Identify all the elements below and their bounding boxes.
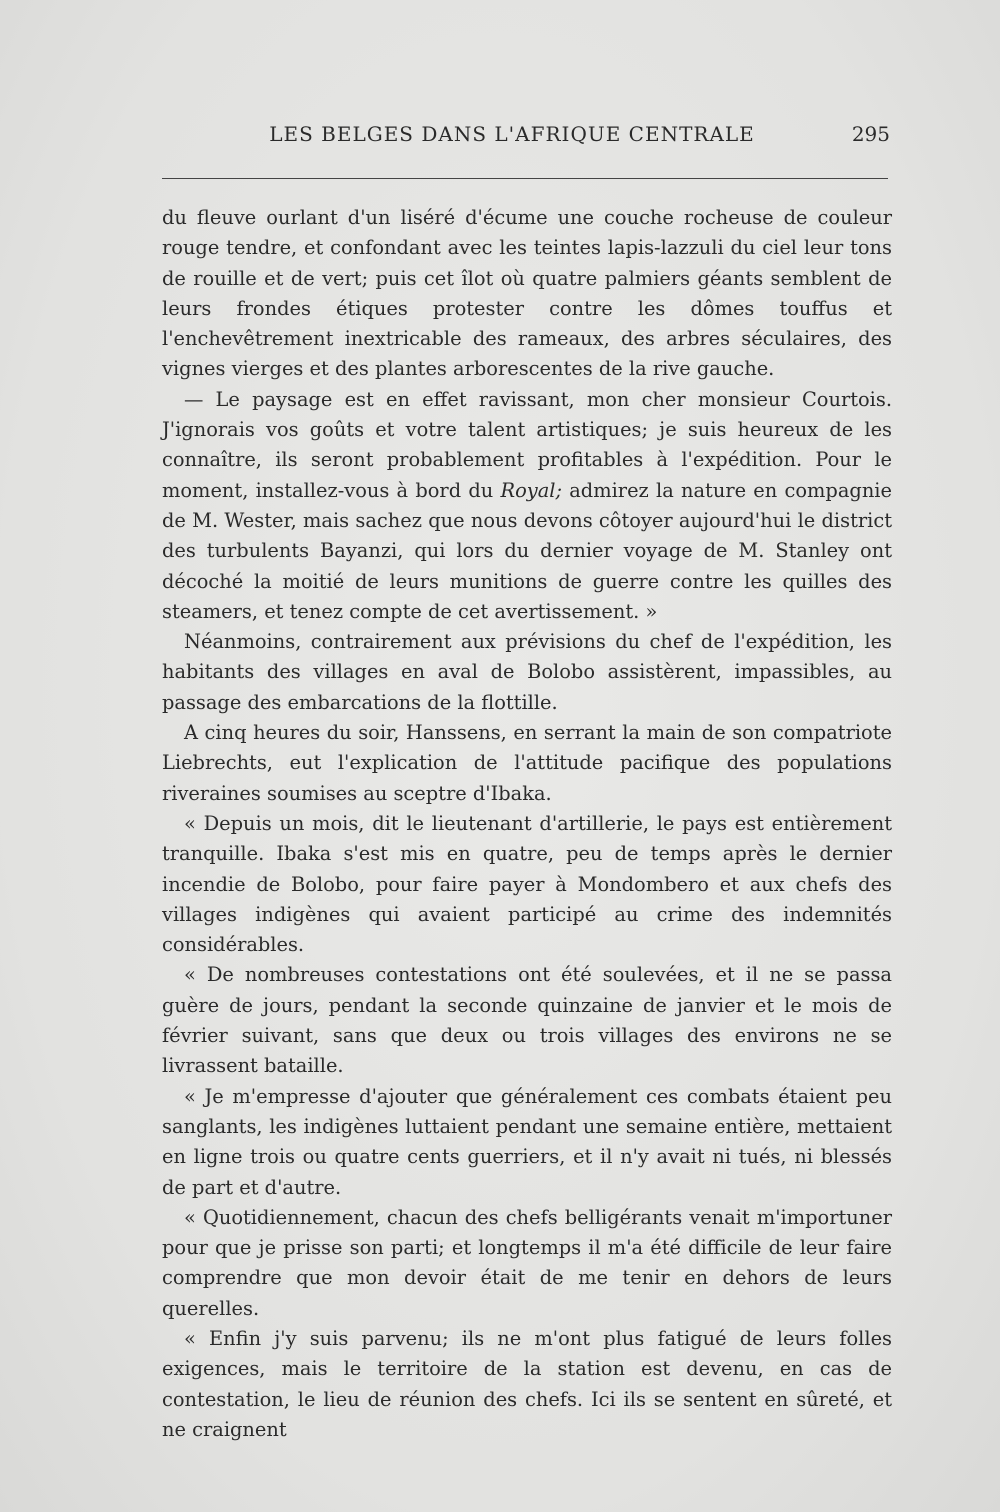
paragraph: « Quotidiennement, chacun des chefs belligérants venait m'importuner pour que je prisse son parti; et longtemps il m'a été difficile de leur faire comprendre que mon devoir était de me tenir en dehors de leurs querelles. xyxy=(162,1205,892,1320)
paragraph: Néanmoins, contrairement aux prévisions du chef de l'expédition, les habitants des villages en aval de Bolobo assistèrent, impassibles, au passage des embarcations de la flottille. xyxy=(162,630,892,714)
page-header xyxy=(162,120,890,156)
paragraph: « De nombreuses contestations ont été soulevées, et il ne se passa guère de jours, pendant la seconde quinzaine de janvier et le mois de février suivant, sans que deux ou trois villages des environs ne se livrassent bataille. xyxy=(162,963,892,1078)
paragraph: « Enfin j'y suis parvenu; ils ne m'ont plus fatigué de leurs folles exigences, mais le territoire de la station est devenu, en cas de contestation, le lieu de réunion des chefs. Ici ils se sentent en sûreté, et ne craignent xyxy=(162,1326,892,1441)
paragraph: « Depuis un mois, dit le lieutenant d'artillerie, le pays est entièrement tranquille. Ibaka s'est mis en quatre, peu de temps après le dernier incendie de Bolobo, pour faire payer à Mondombero et aux chefs des villages indigènes qui avaient participé au crime des indemnités considérables. xyxy=(162,811,892,957)
paragraph-text: — Le paysage est en effet ravissant, mon cher monsieur Courtois. J'ignorais vos goûts et votre talent artistiques; je suis heureux de les connaître, ils seront probablement profitables à l'expédition. Pour le moment, installez-vous à bord du xyxy=(162,387,892,502)
running-head: LES BELGES DANS L'AFRIQUE CENTRALE xyxy=(269,122,755,146)
header-rule xyxy=(162,178,888,179)
body-text xyxy=(162,203,892,1445)
paragraph: « Je m'empresse d'ajouter que généralement ces combats étaient peu sanglants, les indigènes luttaient pendant une semaine entière, mettaient en ligne trois ou quatre cents guerriers, et il n'y avait ni tués, ni blessés de part et d'autre. xyxy=(162,1084,892,1199)
paragraph xyxy=(162,385,892,627)
page-number: 295 xyxy=(851,122,890,146)
paragraph: A cinq heures du soir, Hanssens, en serrant la main de son compatriote Liebrechts, eut l'explication de l'attitude pacifique des populations riveraines soumises au sceptre d'Ibaka. xyxy=(162,721,892,805)
paragraph-text: admirez la nature en compagnie de M. Wester, mais sachez que nous devons côtoyer aujourd'hui le district des turbulents Bayanzi, qui lors du dernier voyage de M. Stanley ont décoché la moitié de leurs munitions de guerre contre les quilles des steamers, et tenez compte de cet avertissement. » xyxy=(162,478,892,623)
paragraph: du fleuve ourlant d'un liséré d'écume une couche rocheuse de couleur rouge tendre, et confondant avec les teintes lapis-lazzuli du ciel leur tons de rouille et de vert; puis cet îlot où quatre palmiers géants semblent de leurs frondes étiques protester contre les dômes touffus et l'enchevêtrement inextricable des rameaux, des arbres séculaires, des vignes vierges et des plantes arborescentes de la rive gauche. xyxy=(162,206,892,381)
ship-name: Royal; xyxy=(500,478,563,502)
